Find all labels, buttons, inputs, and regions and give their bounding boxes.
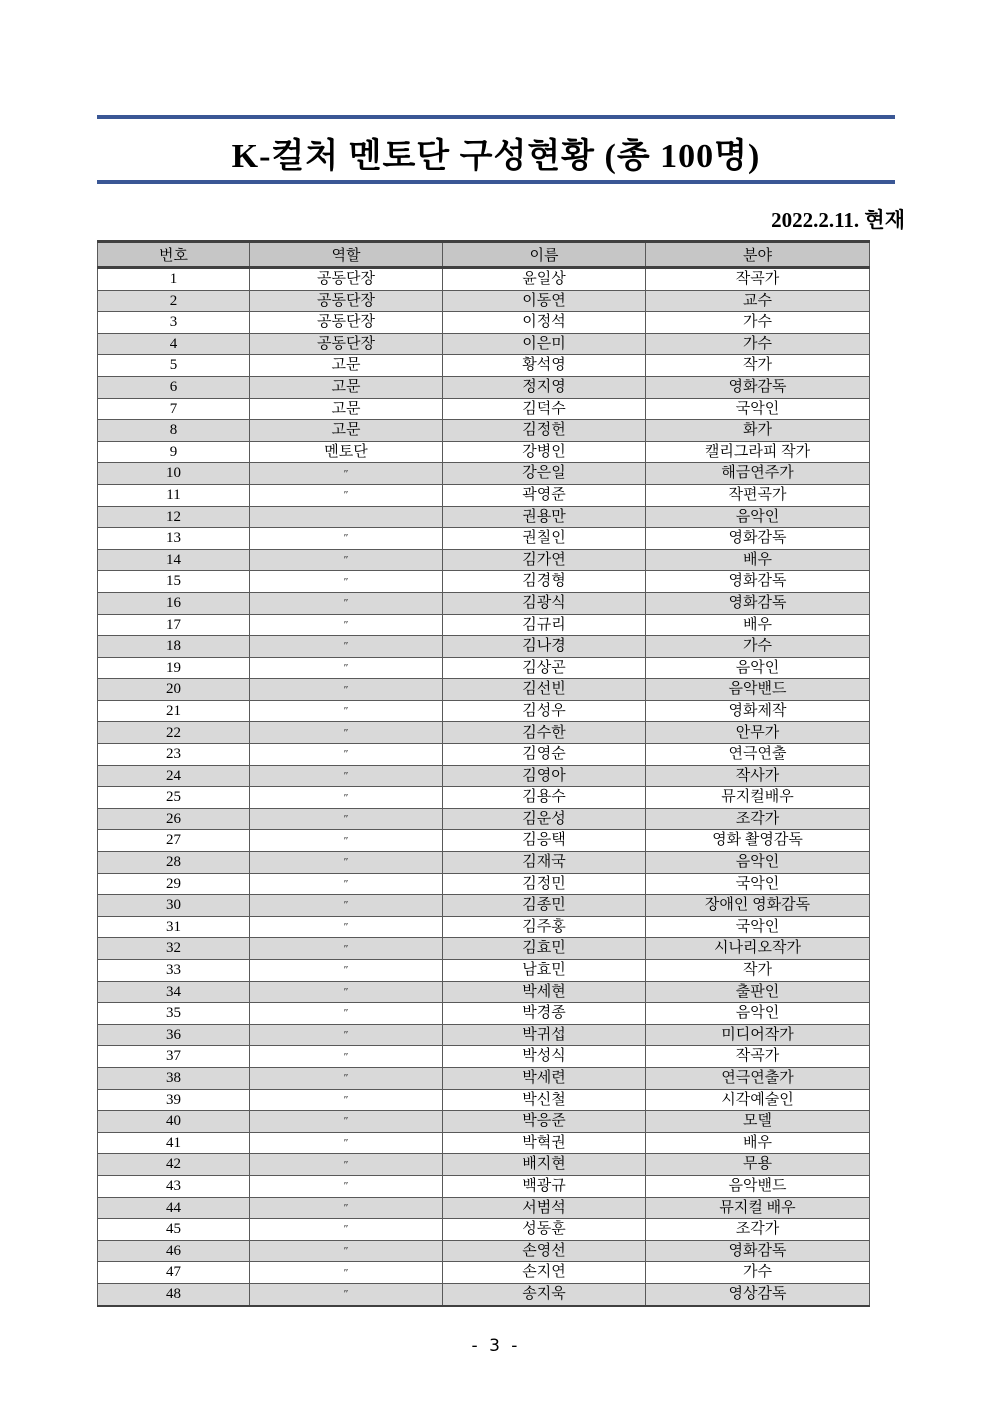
table-row <box>98 722 870 744</box>
table-cell: 김재국 <box>443 852 646 874</box>
mentor-table <box>97 240 870 1307</box>
table-cell: 29 <box>98 873 250 895</box>
table-cell: 곽영준 <box>443 484 646 506</box>
table-cell: 20 <box>98 679 250 701</box>
table-row <box>98 376 870 398</box>
table-cell: 김덕수 <box>443 398 646 420</box>
table-cell: 23 <box>98 744 250 766</box>
table-cell: 김경형 <box>443 571 646 593</box>
table-row <box>98 1240 870 1262</box>
table-cell: 4 <box>98 333 250 355</box>
table-cell: 김주홍 <box>443 916 646 938</box>
table-cell: ″ <box>250 636 443 658</box>
table-cell: ″ <box>250 1219 443 1241</box>
table-cell: ″ <box>250 830 443 852</box>
table-cell: 음악인 <box>646 657 870 679</box>
table-cell: 무용 <box>646 1154 870 1176</box>
table-cell: 남효민 <box>443 960 646 982</box>
table-cell: 16 <box>98 592 250 614</box>
table-row <box>98 506 870 528</box>
table-row <box>98 549 870 571</box>
table-cell: 박신철 <box>443 1089 646 1111</box>
table-cell: 9 <box>98 441 250 463</box>
table-cell: 27 <box>98 830 250 852</box>
table-cell: 박세현 <box>443 981 646 1003</box>
table-row <box>98 268 870 291</box>
table-cell: 36 <box>98 1024 250 1046</box>
table-cell: 백광규 <box>443 1175 646 1197</box>
table-cell: 음악인 <box>646 852 870 874</box>
table-cell: 40 <box>98 1111 250 1133</box>
table-cell: ″ <box>250 700 443 722</box>
table-cell: 영화감독 <box>646 376 870 398</box>
table-cell: ″ <box>250 484 443 506</box>
table-cell: 영화감독 <box>646 1240 870 1262</box>
table-cell: 공동단장 <box>250 290 443 312</box>
table-cell: 18 <box>98 636 250 658</box>
table-cell: 배우 <box>646 614 870 636</box>
table-row <box>98 1111 870 1133</box>
table-cell: ″ <box>250 1175 443 1197</box>
table-cell: 32 <box>98 938 250 960</box>
table-cell: ″ <box>250 679 443 701</box>
table-cell: 김종민 <box>443 895 646 917</box>
table-cell: 김선빈 <box>443 679 646 701</box>
table-row <box>98 441 870 463</box>
table-cell: 이은미 <box>443 333 646 355</box>
table-row <box>98 852 870 874</box>
table-cell: 11 <box>98 484 250 506</box>
table-cell: 8 <box>98 420 250 442</box>
table-cell: 13 <box>98 528 250 550</box>
table-row <box>98 1003 870 1025</box>
table-cell: ″ <box>250 960 443 982</box>
table-cell: ″ <box>250 1132 443 1154</box>
table-row <box>98 420 870 442</box>
table-cell: 작곡가 <box>646 268 870 291</box>
table-cell: 19 <box>98 657 250 679</box>
table-row <box>98 1089 870 1111</box>
table-row <box>98 1024 870 1046</box>
table-cell: 국악인 <box>646 398 870 420</box>
table-cell: 김규리 <box>443 614 646 636</box>
table-cell: ″ <box>250 765 443 787</box>
table-row <box>98 1067 870 1089</box>
table-cell: 31 <box>98 916 250 938</box>
table-cell: 1 <box>98 268 250 291</box>
table-row <box>98 744 870 766</box>
table-cell: 3 <box>98 312 250 334</box>
table-cell: 34 <box>98 981 250 1003</box>
table-cell: 연극연출 <box>646 744 870 766</box>
table-cell: 출판인 <box>646 981 870 1003</box>
table-cell: 강병인 <box>443 441 646 463</box>
as-of-date: 2022.2.11. 현재 <box>771 208 905 232</box>
title-bottom-rule <box>97 180 895 184</box>
table-cell: 배지현 <box>443 1154 646 1176</box>
table-cell: 조각가 <box>646 808 870 830</box>
table-row <box>98 1154 870 1176</box>
table-cell: 12 <box>98 506 250 528</box>
table-cell: 15 <box>98 571 250 593</box>
table-row <box>98 484 870 506</box>
table-cell: 김가연 <box>443 549 646 571</box>
table-cell: ″ <box>250 463 443 485</box>
table-cell: ″ <box>250 1154 443 1176</box>
table-cell: 윤일상 <box>443 268 646 291</box>
table-cell: 가수 <box>646 636 870 658</box>
table-cell: 연극연출가 <box>646 1067 870 1089</box>
table-row <box>98 528 870 550</box>
table-cell: 권용만 <box>443 506 646 528</box>
table-cell: 14 <box>98 549 250 571</box>
table-cell: 47 <box>98 1262 250 1284</box>
table-cell: ″ <box>250 1283 443 1305</box>
table-cell: 이정석 <box>443 312 646 334</box>
table-cell: 배우 <box>646 1132 870 1154</box>
table-cell: 공동단장 <box>250 312 443 334</box>
column-header: 이름 <box>443 242 646 268</box>
table-row <box>98 895 870 917</box>
table-cell: 21 <box>98 700 250 722</box>
table-cell: 김수한 <box>443 722 646 744</box>
table-cell: 송지욱 <box>443 1283 646 1305</box>
table-cell: 작곡가 <box>646 1046 870 1068</box>
table-cell: 김성우 <box>443 700 646 722</box>
table-cell: 음악인 <box>646 506 870 528</box>
column-header: 분야 <box>646 242 870 268</box>
table-header-row <box>98 242 870 268</box>
table-cell: 고문 <box>250 420 443 442</box>
table-cell: 강은일 <box>443 463 646 485</box>
table-cell: 영화 촬영감독 <box>646 830 870 852</box>
table-cell: 영상감독 <box>646 1283 870 1305</box>
table-cell: 김정민 <box>443 873 646 895</box>
table-cell: 박귀섭 <box>443 1024 646 1046</box>
table-cell: 46 <box>98 1240 250 1262</box>
table-cell: 박성식 <box>443 1046 646 1068</box>
table-cell: 33 <box>98 960 250 982</box>
table-cell: 고문 <box>250 398 443 420</box>
table-cell: 음악밴드 <box>646 679 870 701</box>
table-cell: ″ <box>250 787 443 809</box>
table-cell: ″ <box>250 571 443 593</box>
table-row <box>98 463 870 485</box>
table-cell: ″ <box>250 873 443 895</box>
table-row <box>98 1175 870 1197</box>
table-cell: 손지연 <box>443 1262 646 1284</box>
table-cell: 작사가 <box>646 765 870 787</box>
table-cell: 고문 <box>250 355 443 377</box>
table-cell: 45 <box>98 1219 250 1241</box>
table-cell: ″ <box>250 1024 443 1046</box>
table-cell: ″ <box>250 592 443 614</box>
table-row <box>98 830 870 852</box>
table-row <box>98 1132 870 1154</box>
table-cell: 손영선 <box>443 1240 646 1262</box>
table-cell: ″ <box>250 938 443 960</box>
table-cell: 멘토단 <box>250 441 443 463</box>
table-cell: 김응택 <box>443 830 646 852</box>
table-cell: 모델 <box>646 1111 870 1133</box>
table-row <box>98 614 870 636</box>
table-row <box>98 981 870 1003</box>
table-cell: 화가 <box>646 420 870 442</box>
table-row <box>98 312 870 334</box>
table-cell: 황석영 <box>443 355 646 377</box>
table-cell: 국악인 <box>646 916 870 938</box>
table-cell: ″ <box>250 1089 443 1111</box>
table-cell: 국악인 <box>646 873 870 895</box>
table-cell: 24 <box>98 765 250 787</box>
table-row <box>98 657 870 679</box>
table-cell: 김용수 <box>443 787 646 809</box>
table-cell: 39 <box>98 1089 250 1111</box>
table-cell: 배우 <box>646 549 870 571</box>
page-title: K-컬처 멘토단 구성현황 (총 100명) <box>231 138 761 175</box>
table-cell: 작가 <box>646 960 870 982</box>
table-cell: ″ <box>250 1197 443 1219</box>
table-cell: 김영아 <box>443 765 646 787</box>
table-cell: 공동단장 <box>250 333 443 355</box>
page-number: - 3 - <box>471 1336 521 1356</box>
table-cell: 음악밴드 <box>646 1175 870 1197</box>
table-cell: ″ <box>250 528 443 550</box>
table-body <box>98 268 870 1306</box>
table-cell: 조각가 <box>646 1219 870 1241</box>
table-cell: 뮤지컬 배우 <box>646 1197 870 1219</box>
table-row <box>98 787 870 809</box>
table-row <box>98 679 870 701</box>
table-cell: 작편곡가 <box>646 484 870 506</box>
table-row <box>98 765 870 787</box>
table-cell: 이동연 <box>443 290 646 312</box>
table-row <box>98 333 870 355</box>
table-row <box>98 808 870 830</box>
table-cell: ″ <box>250 1046 443 1068</box>
table-cell: ″ <box>250 981 443 1003</box>
table-cell: 권칠인 <box>443 528 646 550</box>
table-cell: 박세련 <box>443 1067 646 1089</box>
table-cell: 37 <box>98 1046 250 1068</box>
table-cell: 시나리오작가 <box>646 938 870 960</box>
table-cell: 6 <box>98 376 250 398</box>
table-row <box>98 398 870 420</box>
table-cell: 44 <box>98 1197 250 1219</box>
table-cell: 영화감독 <box>646 592 870 614</box>
table-cell: 10 <box>98 463 250 485</box>
table-cell: ″ <box>250 895 443 917</box>
title-top-rule <box>97 115 895 119</box>
table-cell: 고문 <box>250 376 443 398</box>
table-cell: 영화감독 <box>646 571 870 593</box>
table-cell: 22 <box>98 722 250 744</box>
table-cell: ″ <box>250 1067 443 1089</box>
table-cell: 서범석 <box>443 1197 646 1219</box>
table-row <box>98 571 870 593</box>
table-cell <box>250 506 443 528</box>
table-cell: ″ <box>250 1003 443 1025</box>
table-row <box>98 916 870 938</box>
table-cell: ″ <box>250 1111 443 1133</box>
table-cell: 17 <box>98 614 250 636</box>
table-row <box>98 700 870 722</box>
table-cell: 5 <box>98 355 250 377</box>
table-cell: 43 <box>98 1175 250 1197</box>
table-cell: 미디어작가 <box>646 1024 870 1046</box>
table-cell: 김광식 <box>443 592 646 614</box>
table-cell: ″ <box>250 916 443 938</box>
table-cell: 공동단장 <box>250 268 443 291</box>
table-row <box>98 1046 870 1068</box>
column-header: 역할 <box>250 242 443 268</box>
table-cell: 2 <box>98 290 250 312</box>
table-cell: ″ <box>250 744 443 766</box>
table-row <box>98 960 870 982</box>
table-cell: 시각예술인 <box>646 1089 870 1111</box>
table-row <box>98 592 870 614</box>
table-cell: 30 <box>98 895 250 917</box>
table-cell: 김운성 <box>443 808 646 830</box>
table-row <box>98 873 870 895</box>
table-cell: 26 <box>98 808 250 830</box>
table-cell: 박혁권 <box>443 1132 646 1154</box>
table-cell: 정지영 <box>443 376 646 398</box>
table-cell: 음악인 <box>646 1003 870 1025</box>
table-cell: 김영순 <box>443 744 646 766</box>
table-cell: 7 <box>98 398 250 420</box>
table-cell: ″ <box>250 614 443 636</box>
table-cell: 가수 <box>646 1262 870 1284</box>
table-cell: 김상곤 <box>443 657 646 679</box>
table-row <box>98 1262 870 1284</box>
table-cell: 영화제작 <box>646 700 870 722</box>
table-cell: 25 <box>98 787 250 809</box>
column-header: 번호 <box>98 242 250 268</box>
table-cell: 가수 <box>646 333 870 355</box>
table-cell: 28 <box>98 852 250 874</box>
table-row <box>98 355 870 377</box>
table-cell: 김효민 <box>443 938 646 960</box>
table-cell: ″ <box>250 549 443 571</box>
table-cell: 김나경 <box>443 636 646 658</box>
table-cell: ″ <box>250 657 443 679</box>
table-cell: ″ <box>250 722 443 744</box>
table-cell: 박경종 <box>443 1003 646 1025</box>
table-cell: 성동훈 <box>443 1219 646 1241</box>
table-cell: 장애인 영화감독 <box>646 895 870 917</box>
table-cell: ″ <box>250 808 443 830</box>
table-cell: 안무가 <box>646 722 870 744</box>
table-row <box>98 1197 870 1219</box>
table-row <box>98 1283 870 1305</box>
table-cell: 35 <box>98 1003 250 1025</box>
table-cell: 영화감독 <box>646 528 870 550</box>
table-cell: 41 <box>98 1132 250 1154</box>
table-cell: ″ <box>250 1262 443 1284</box>
table-row <box>98 290 870 312</box>
table-cell: 캘리그라피 작가 <box>646 441 870 463</box>
table-cell: ″ <box>250 852 443 874</box>
table-cell: 38 <box>98 1067 250 1089</box>
table-cell: 교수 <box>646 290 870 312</box>
table-row <box>98 938 870 960</box>
table-cell: 박응준 <box>443 1111 646 1133</box>
table-cell: 해금연주가 <box>646 463 870 485</box>
table-row <box>98 636 870 658</box>
table-cell: 48 <box>98 1283 250 1305</box>
table-row <box>98 1219 870 1241</box>
table-cell: ″ <box>250 1240 443 1262</box>
table-cell: 작가 <box>646 355 870 377</box>
table-cell: 뮤지컬배우 <box>646 787 870 809</box>
table-cell: 가수 <box>646 312 870 334</box>
table-cell: 김정헌 <box>443 420 646 442</box>
table-cell: 42 <box>98 1154 250 1176</box>
